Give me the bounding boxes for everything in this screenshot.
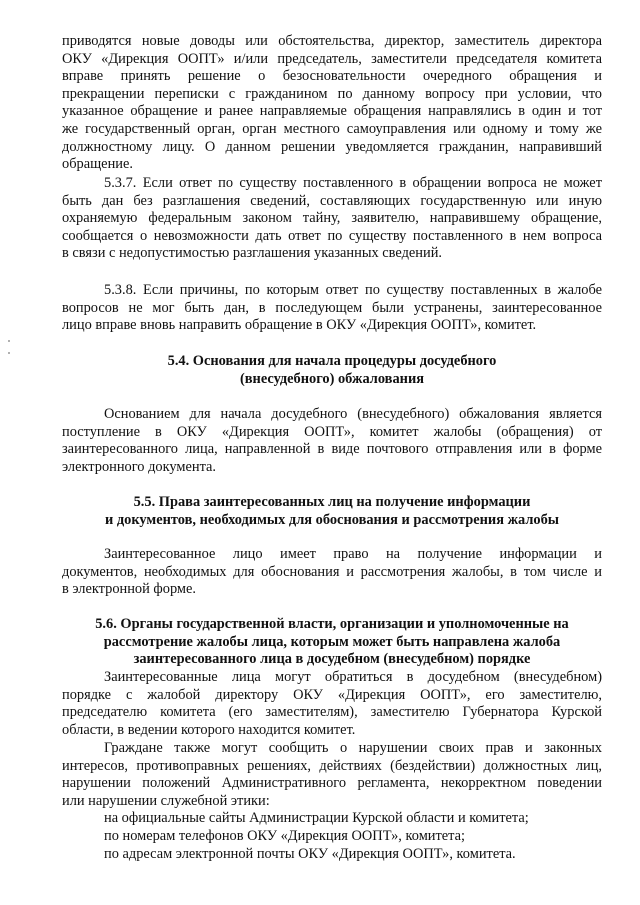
text-line: в связи с недопустимостью разглашения указанных сведений. xyxy=(62,245,443,262)
text-line: сообщается о невозможности дать ответ по существу поставленного в нем вопроса xyxy=(62,227,602,244)
text-line: 5.3.8. Если причины, по которым ответ по существу поставленных в жалобе xyxy=(104,282,602,298)
text-line: Заинтересованное лицо имеет право на получение информации и xyxy=(104,546,602,562)
text-line: электронного документа. xyxy=(62,458,217,475)
heading-line: (внесудебного) обжалования xyxy=(239,370,425,387)
list-item: на официальные сайты Администрации Курской области и комитета; xyxy=(104,810,529,826)
text-line: лицо вправе вновь направить обращение в ОКУ «Дирекция ООПТ», комитет. xyxy=(62,317,537,334)
list-item: по адресам электронной почты ОКУ «Дирекция ООПТ», комитета. xyxy=(104,846,516,862)
text-line: нарушении положений Административного регламента, некорректном поведении xyxy=(62,775,602,792)
text-line: Граждане также могут сообщить о нарушении своих прав и законных xyxy=(104,740,602,756)
text-line: интересов, противоправных решениях, действиях (бездействии) должностных лиц, xyxy=(62,757,602,774)
text-line: приводятся новые доводы или обстоятельства, директор, заместитель директора xyxy=(62,33,602,49)
text-line: ОКУ «Дирекция ООПТ» и/или председатель, заместители председателя комитета xyxy=(62,50,602,67)
paragraph-5-3-8 xyxy=(62,282,602,335)
text-line: документов, необходимых для обоснования и рассмотрения жалобы, в том числе и xyxy=(62,563,602,580)
text-line: же государственный орган, орган местного самоуправления или одному и тому же xyxy=(62,120,602,137)
text-line: охраняемую федеральным законом тайну, заявителю, направившему обращение, xyxy=(62,210,602,227)
text-line: прекращении переписки с гражданином по данному вопросу при условии, что xyxy=(62,85,602,102)
text-line: 5.3.7. Если ответ по существу поставленного в обращении вопроса не может xyxy=(104,175,602,191)
text-line: председателю комитета (его заместителям), заместителю Губернатора Курской xyxy=(62,704,602,721)
text-line: заинтересованного лица, направленной в виде почтового отправления или в форме xyxy=(62,441,602,458)
paragraph-continuation xyxy=(62,33,602,174)
text-line: вправе принять решение о безосновательности очередного обращения и xyxy=(62,68,602,85)
heading-line: и документов, необходимых для обоснования и рассмотрения жалобы xyxy=(104,511,560,528)
scan-speck xyxy=(8,340,10,342)
paragraph-5-4 xyxy=(62,406,602,476)
text-line: области, в ведении которого находится комитет. xyxy=(62,721,356,738)
heading-line: заинтересованного лица в досудебном (внесудебном) порядке xyxy=(133,651,531,668)
text-line: поступление в ОКУ «Дирекция ООПТ», комитет жалобы (обращения) от xyxy=(62,423,602,440)
text-line: Заинтересованные лица могут обратиться в досудебном (внесудебном) xyxy=(104,669,602,685)
text-line: должностному лицу. О данном решении уведомляется гражданин, направивший xyxy=(62,138,602,155)
section-heading-5-6 xyxy=(62,616,602,669)
text-line: указанное обращение и ранее направляемые обращения направлялись в один и тот xyxy=(62,103,602,120)
paragraph-5-6-complaint xyxy=(62,669,602,739)
text-line: или нарушении служебной этики: xyxy=(62,792,270,809)
heading-line: 5.6. Органы государственной власти, организации и уполномоченные на xyxy=(95,616,569,632)
text-line: вопросов не мог быть дан, в последующем были устранены, заинтересованное xyxy=(62,299,602,316)
heading-line: 5.4. Основания для начала процедуры досудебного xyxy=(167,353,497,369)
list-item: по номерам телефонов ОКУ «Дирекция ООПТ», комитета; xyxy=(104,828,466,844)
text-line: обращение. xyxy=(62,156,133,173)
paragraph-5-5 xyxy=(62,546,602,599)
text-line: в электронной форме. xyxy=(62,581,197,598)
text-line: порядке с жалобой директору ОКУ «Дирекция ООПТ», его заместителю, xyxy=(62,686,602,703)
section-heading-5-4 xyxy=(62,353,602,388)
heading-line: 5.5. Права заинтересованных лиц на получение информации xyxy=(133,494,531,510)
scan-speck xyxy=(8,352,10,354)
heading-line: рассмотрение жалобы лица, которым может быть направлена жалоба xyxy=(103,633,561,650)
text-line: быть дан без разглашения сведений, составляющих государственную или иную xyxy=(62,192,602,209)
section-heading-5-5 xyxy=(62,494,602,529)
paragraph-5-6-report xyxy=(62,740,602,810)
paragraph-5-3-7 xyxy=(62,175,602,263)
text-line: Основанием для начала досудебного (внесудебного) обжалования является xyxy=(104,406,602,422)
